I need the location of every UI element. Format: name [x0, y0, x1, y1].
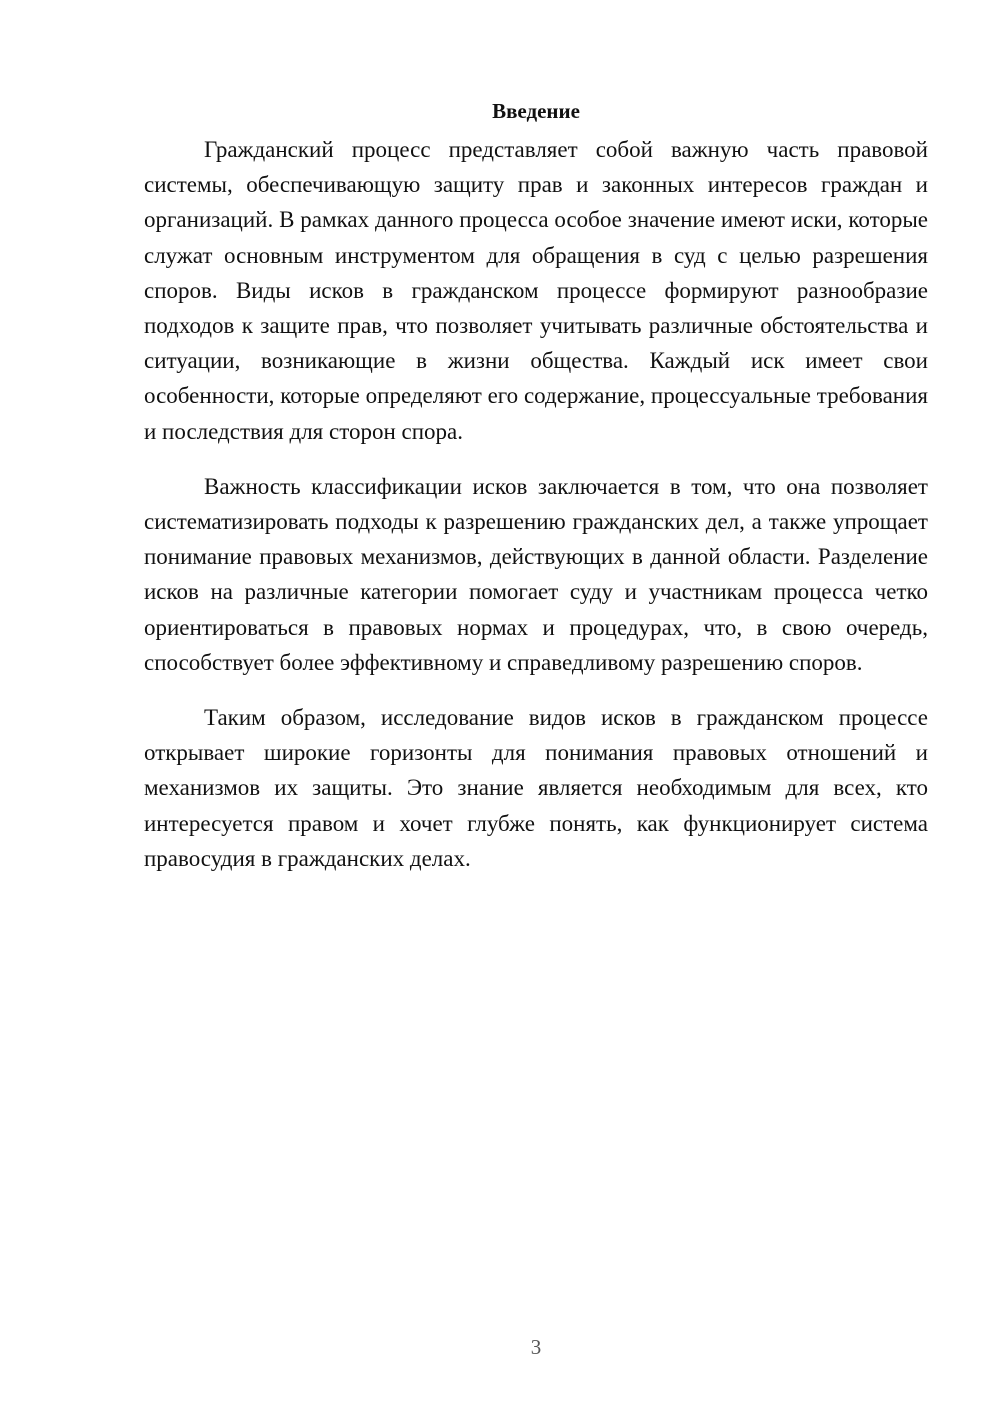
section-heading: Введение — [492, 99, 580, 123]
paragraph-1: Гражданский процесс представляет собой важную часть правовой системы, обеспечивающую защиту прав и законных интересов граждан и организаций. В рамках данного процесса особое значение имеют иски, которые служат основным инструментом для обращения в суд с целью разрешения споров. Виды исков в гражданском процессе формируют разнообразие подходов к защите прав, что позволяет учитывать различные обстоятельства и ситуации, возникающие в жизни общества. Каждый иск имеет свои особенности, которые определяют его содержание, процессуальные требования и последствия для сторон спора. — [144, 137, 928, 444]
paragraph-3: Таким образом, исследование видов исков в гражданском процессе открывает широкие горизонты для понимания правовых отношений и механизмов их защиты. Это знание является необходимым для всех, кто интересуется правом и хочет глубже понять, как функционирует система правосудия в гражданских делах. — [144, 705, 928, 871]
page-content — [144, 98, 928, 876]
page-number: 3 — [530, 1335, 542, 1359]
paragraph-2: Важность классификации исков заключается в том, что она позволяет систематизировать подходы к разрешению гражданских дел, а также упрощает понимание правовых механизмов, действующих в данной области. Разделение исков на различные категории помогает суду и участникам процесса четко ориентироваться в правовых нормах и процедурах, что, в свою очередь, способствует более эффективному и справедливому разрешению споров. — [144, 473, 928, 675]
